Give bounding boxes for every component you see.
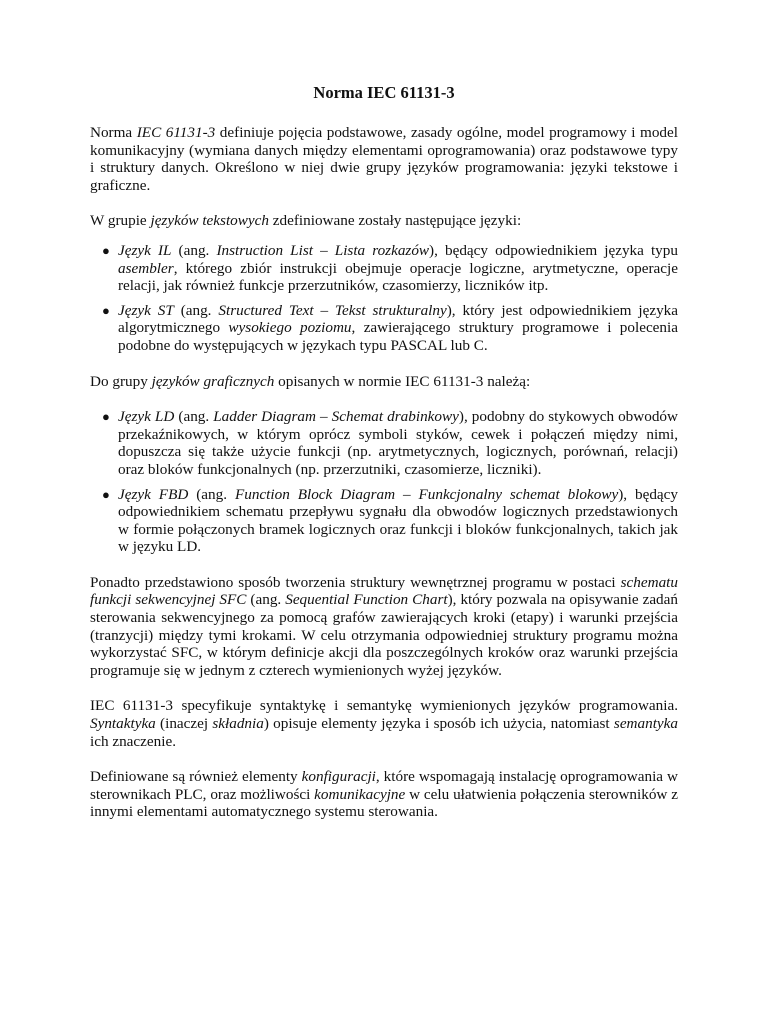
italic-term: składnia xyxy=(212,715,264,733)
graphic-languages-list xyxy=(90,408,678,556)
italic-term: języków tekstowych xyxy=(150,212,269,230)
document-body xyxy=(90,83,678,821)
italic-term: konfiguracji xyxy=(301,768,376,786)
bullet-icon: ● xyxy=(102,409,110,425)
italic-term: Sequential Function Chart xyxy=(285,591,448,609)
italic-term: schematu funkcji sekwencyjnej SFC xyxy=(90,573,678,609)
list-item-fbd xyxy=(90,486,678,556)
italic-term: komunikacyjne xyxy=(314,785,406,803)
italic-term: Język FBD xyxy=(118,485,189,503)
italic-term: języków graficznych xyxy=(151,372,275,390)
graphic-languages-lead: Do grupy języków graficznych opisanych w normie IEC 61131-3 należą: xyxy=(90,372,531,390)
bullet-icon: ● xyxy=(102,486,110,502)
page-title: Norma IEC 61131-3 xyxy=(313,83,455,102)
text-languages-lead: W grupie języków tekstowych zdefiniowane zostały następujące języki: xyxy=(90,212,522,230)
italic-term: Język LD xyxy=(118,408,175,426)
italic-term: asembler xyxy=(118,259,174,277)
bullet-icon: ● xyxy=(102,242,110,258)
configuration-paragraph: Definiowane są również elementy konfiguracji, które wspomagają instalację oprogramowania w sterownikach PLC, oraz możliwości komunikacyjne w celu ułatwienia połączenia sterowników z innymi elementami automatycznego systemu sterowania. xyxy=(90,768,678,821)
list-item-text: Język LD (ang. Ladder Diagram – Schemat drabinkowy), podobny do stykowych obwodów przekaźnikowych, w którym oprócz symboli styków, cewek i połączeń między nimi, dopuszcza się także użycie funkcji (np. arytmetycznych, logicznych, porównań, relacji) oraz bloków funkcjonalnych (np. przerzutniki, czasomierze, liczniki). xyxy=(118,408,678,478)
italic-term: Język ST xyxy=(118,301,174,319)
list-item-ld xyxy=(90,408,678,478)
text-languages-list xyxy=(90,242,678,355)
syntax-paragraph: IEC 61131-3 specyfikuje syntaktykę i semantykę wymienionych języków programowania. Syntaktyka (inaczej składnia) opisuje elementy języka i sposób ich użycia, natomiast semantyka ich znaczenie. xyxy=(90,697,679,750)
italic-term: Instruction List – Lista rozkazów xyxy=(216,241,430,259)
list-item-text: Język FBD (ang. Function Block Diagram – Funkcjonalny schemat blokowy), będący odpowiednikiem schematu przepływu sygnału dla obwodów logicznych przedstawionych w formie połączonych bramek logicznych oraz funkcji i bloków funkcjonalnych, takich jak w języku LD. xyxy=(118,485,678,556)
bullet-icon: ● xyxy=(102,302,110,318)
italic-term: Syntaktyka xyxy=(90,715,156,733)
sfc-paragraph: Ponadto przedstawiono sposób tworzenia struktury wewnętrznej programu w postaci schematu funkcji sekwencyjnej SFC (ang. Sequential Function Chart), który pozwala na opisywanie zadań sterowania sekwencyjnego za pomocą grafów zawierających kroki (etapy) i warunki przejścia (tranzycji) między tymi krokami. W celu otrzymania odpowiedniej struktury programu można wykorzystać SFC, w którym definicje akcji dla poszczególnych kroków oraz warunki przejścia programuje się w jednym z czterech wymienionych wyżej języków. xyxy=(90,573,678,679)
list-item-st xyxy=(90,302,678,355)
intro-paragraph: Norma IEC 61131-3 definiuje pojęcia podstawowe, zasady ogólne, model programowy i model komunikacyjny (wymiana danych między elementami oprogramowania) oraz podstawowe typy i struktury danych. Określono w niej dwie grupy języków programowania: języki tekstowe i graficzne. xyxy=(90,124,678,194)
italic-term: Ladder Diagram – Schemat drabinkowy xyxy=(213,408,459,426)
italic-term: wysokiego poziomu xyxy=(228,319,352,337)
italic-term: IEC 61131-3 xyxy=(136,124,216,141)
italic-term: Język IL xyxy=(118,241,172,259)
italic-term: semantyka xyxy=(613,715,679,733)
list-item-text: Język IL (ang. Instruction List – Lista rozkazów), będący odpowiednikiem języka typu asembler, którego zbiór instrukcji obejmuje operacje logiczne, arytmetyczne, operacje relacji, jak również funkcje przerzutników, czasomierzy, liczników itp. xyxy=(118,241,678,295)
list-item-il xyxy=(90,242,678,295)
italic-term: Structured Text – Tekst strukturalny xyxy=(218,301,447,319)
italic-term: Function Block Diagram – Funkcjonalny schemat blokowy xyxy=(234,485,619,503)
list-item-text: Język ST (ang. Structured Text – Tekst strukturalny), który jest odpowiednikiem języka algorytmicznego wysokiego poziomu, zawierającego struktury programowe i polecenia podobne do występujących w językach typu PASCAL lub C. xyxy=(118,301,678,354)
